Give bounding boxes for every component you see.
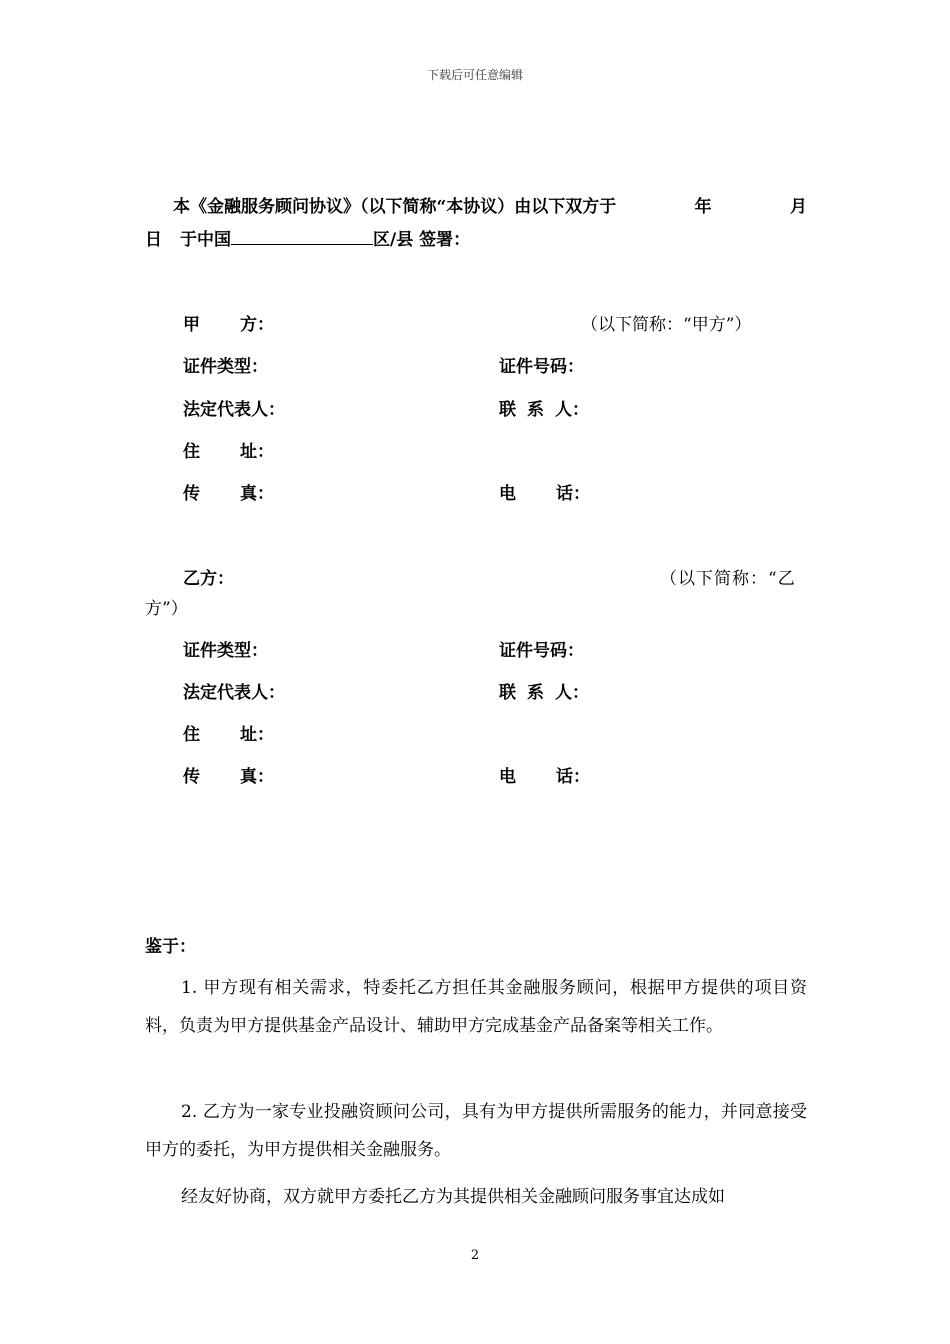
party-a-contact-label: 联 系 人： — [499, 400, 589, 420]
intro-day: 日 — [145, 230, 162, 250]
party-b-legal-rep-label: 法定代表人： — [183, 683, 285, 703]
place-blank-line — [231, 222, 373, 245]
party-a-address-label: 住 址： — [183, 442, 274, 462]
party-b-address-label: 住 址： — [183, 725, 274, 745]
party-b-note — [660, 564, 807, 589]
party-a-note: （以下简称：“甲方”） — [581, 315, 752, 335]
party-b-phone-label: 电 话： — [499, 767, 590, 787]
party-a-id-type-label: 证件类型： — [183, 357, 268, 377]
intro-month: 月 — [790, 197, 807, 217]
party-b-note-part: （以下简称：“乙 — [660, 569, 796, 589]
page-header: 下载后可任意编辑 — [426, 68, 523, 82]
party-b-fax-label: 传 真： — [183, 767, 274, 787]
whereas-item-2: 2. 乙方为一家专业投融资顾问公司，具有为甲方提供所需服务的能力，并同意接受甲方的委托，为甲方提供相关金融服务。 — [145, 1102, 807, 1160]
whereas-item-1: 1. 甲方现有相关需求，特委托乙方担任其金融服务顾问，根据甲方提供的项目资料，负责为甲方提供基金产品设计、辅助甲方完成基金产品备案等相关工作。 — [145, 978, 807, 1036]
intro-line-2 — [145, 222, 807, 255]
intro-place-suffix: 区/县 签署： — [373, 230, 471, 250]
party-b-id-number-label: 证件号码： — [499, 641, 584, 661]
party-a-fax-label: 传 真： — [183, 484, 274, 504]
intro-text: 本《金融服务顾问协议》（以下简称“本协议）由以下双方于 — [173, 197, 617, 217]
intro-year: 年 — [694, 197, 712, 217]
party-b-id-type-label: 证件类型： — [183, 641, 268, 661]
intro-line-1 — [145, 192, 807, 222]
intro-place-prefix: 于中国 — [180, 230, 231, 250]
party-b-note-continued: 方”） — [145, 599, 188, 619]
agreement-intro — [145, 192, 807, 255]
whereas-heading: 鉴于： — [145, 937, 196, 957]
whereas-item-3: 经友好协商，双方就甲方委托乙方为其提供相关金融顾问服务事宜达成如 — [181, 1187, 725, 1207]
party-a-name-label: 甲 方： — [183, 315, 274, 335]
party-a-phone-label: 电 话： — [499, 484, 590, 504]
party-b-contact-label: 联 系 人： — [499, 683, 589, 703]
party-b-name-label: 乙方： — [183, 569, 234, 589]
party-a-legal-rep-label: 法定代表人： — [183, 400, 285, 420]
party-a-id-number-label: 证件号码： — [499, 357, 584, 377]
page-number: 2 — [470, 1248, 480, 1263]
